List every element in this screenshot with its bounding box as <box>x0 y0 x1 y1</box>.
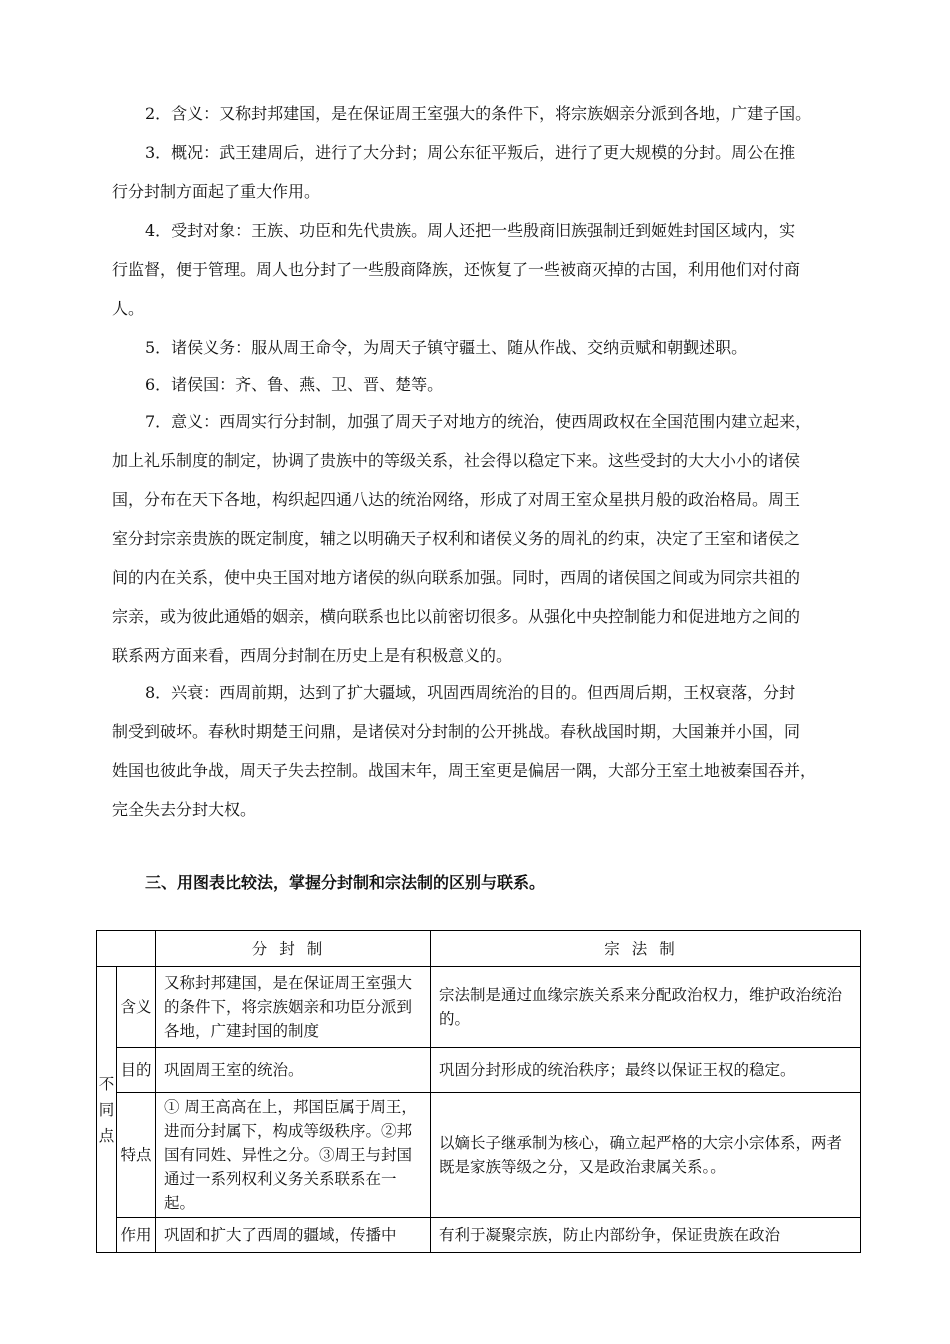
group-label: 不同点 <box>98 1074 115 1145</box>
table-header-empty <box>97 931 156 967</box>
fengjian-cell: 巩固和扩大了西周的疆域，传播中 <box>156 1218 431 1253</box>
row-label: 含义 <box>117 967 156 1048</box>
zongfa-cell: 有利于凝聚宗族，防止内部纷争，保证贵族在政治 <box>431 1218 861 1253</box>
text-line: 姓国也彼此争战，周天子失去控制。战国末年，周王室更是偏居一隅，大部分王室土地被秦国吞并， <box>112 761 817 780</box>
fengjian-cell: 巩固周王室的统治。 <box>156 1048 431 1093</box>
text-line: 国，分布在天下各地，构织起四通八达的统治网络，形成了对周王室众星拱月般的政治格局。周王 <box>112 490 801 509</box>
comparison-table <box>96 930 861 1253</box>
table-row <box>97 1218 861 1253</box>
section-heading: 三、用图表比较法，掌握分封制和宗法制的区别与联系。 <box>145 873 546 892</box>
text-line: 4．受封对象：王族、功臣和先代贵族。周人还把一些殷商旧族强制迁到姬姓封国区域内，实 <box>145 221 796 240</box>
table-row <box>97 1048 861 1093</box>
table-header-fengjian: 分封制 <box>156 931 431 967</box>
text-line: 制受到破坏。春秋时期楚王问鼎，是诸侯对分封制的公开挑战。春秋战国时期，大国兼并小国，同 <box>112 722 801 741</box>
text-line: 8．兴衰：西周前期，达到了扩大疆域，巩固西周统治的目的。但西周后期，王权衰落，分封 <box>145 683 796 702</box>
text-line: 行监督，便于管理。周人也分封了一些殷商降族，还恢复了一些被商灭掉的古国，利用他们对付商 <box>112 260 801 279</box>
text-line: 6．诸侯国：齐、鲁、燕、卫、晋、楚等。 <box>145 375 444 394</box>
fengjian-cell: ① 周王高高在上，邦国臣属于周王，进而分封属下，构成等级秩序。②邦国有同姓、异性之分。③周王与封国通过一系列权利义务关系联系在一起。 <box>156 1093 431 1218</box>
row-label: 特点 <box>117 1093 156 1218</box>
text-line: 5．诸侯义务：服从周王命令，为周天子镇守疆土、随从作战、交纳贡赋和朝觐述职。 <box>145 338 748 357</box>
text-line: 7．意义：西周实行分封制，加强了周天子对地方的统治，使西周政权在全国范围内建立起来， <box>145 412 812 431</box>
text-line: 加上礼乐制度的制定，协调了贵族中的等级关系，社会得以稳定下来。这些受封的大大小小的诸侯 <box>112 451 801 470</box>
text-line: 3．概况：武王建周后，进行了大分封；周公东征平叛后，进行了更大规模的分封。周公在推 <box>145 143 796 162</box>
text-line: 宗亲，或为彼此通婚的姻亲，横向联系也比以前密切很多。从强化中央控制能力和促进地方之间的 <box>112 607 801 626</box>
table-header-row <box>97 931 861 967</box>
text-line: 间的内在关系，使中央王国对地方诸侯的纵向联系加强。同时，西周的诸侯国之间或为同宗共祖的 <box>112 568 801 587</box>
group-label-cell <box>97 967 117 1253</box>
paragraph-6 <box>112 365 847 404</box>
table-header-zongfa: 宗法制 <box>431 931 861 967</box>
text-line: 联系两方面来看，西周分封制在历史上是有积极意义的。 <box>112 646 513 665</box>
row-label: 目的 <box>117 1048 156 1093</box>
fengjian-cell: 又称封邦建国，是在保证周王室强大的条件下，将宗族姻亲和功臣分派到各地，广建封国的制度 <box>156 967 431 1048</box>
text-line: 完全失去分封大权。 <box>112 800 257 819</box>
text-line: 2．含义：又称封邦建国，是在保证周王室强大的条件下，将宗族姻亲分派到各地，广建子国。 <box>145 104 812 123</box>
paragraph-5 <box>112 328 847 367</box>
zongfa-cell: 以嫡长子继承制为核心，确立起严格的大宗小宗体系，两者既是家族等级之分，又是政治隶属关系。。 <box>431 1093 861 1218</box>
paragraph-7 <box>112 402 847 675</box>
table-row <box>97 967 861 1048</box>
paragraph-2 <box>112 94 847 133</box>
text-line: 行分封制方面起了重大作用。 <box>112 182 321 201</box>
row-label: 作用 <box>117 1218 156 1253</box>
table-row <box>97 1093 861 1218</box>
paragraph-8 <box>112 673 847 829</box>
paragraph-3 <box>112 133 847 211</box>
text-line: 室分封宗亲贵族的既定制度，辅之以明确天子权利和诸侯义务的周礼的约束，决定了王室和诸侯之 <box>112 529 801 548</box>
zongfa-cell: 宗法制是通过血缘宗族关系来分配政治权力，维护政治统治的。 <box>431 967 861 1048</box>
paragraph-4 <box>112 211 847 328</box>
zongfa-cell: 巩固分封形成的统治秩序；最终以保证王权的稳定。 <box>431 1048 861 1093</box>
text-line: 人。 <box>112 299 145 318</box>
